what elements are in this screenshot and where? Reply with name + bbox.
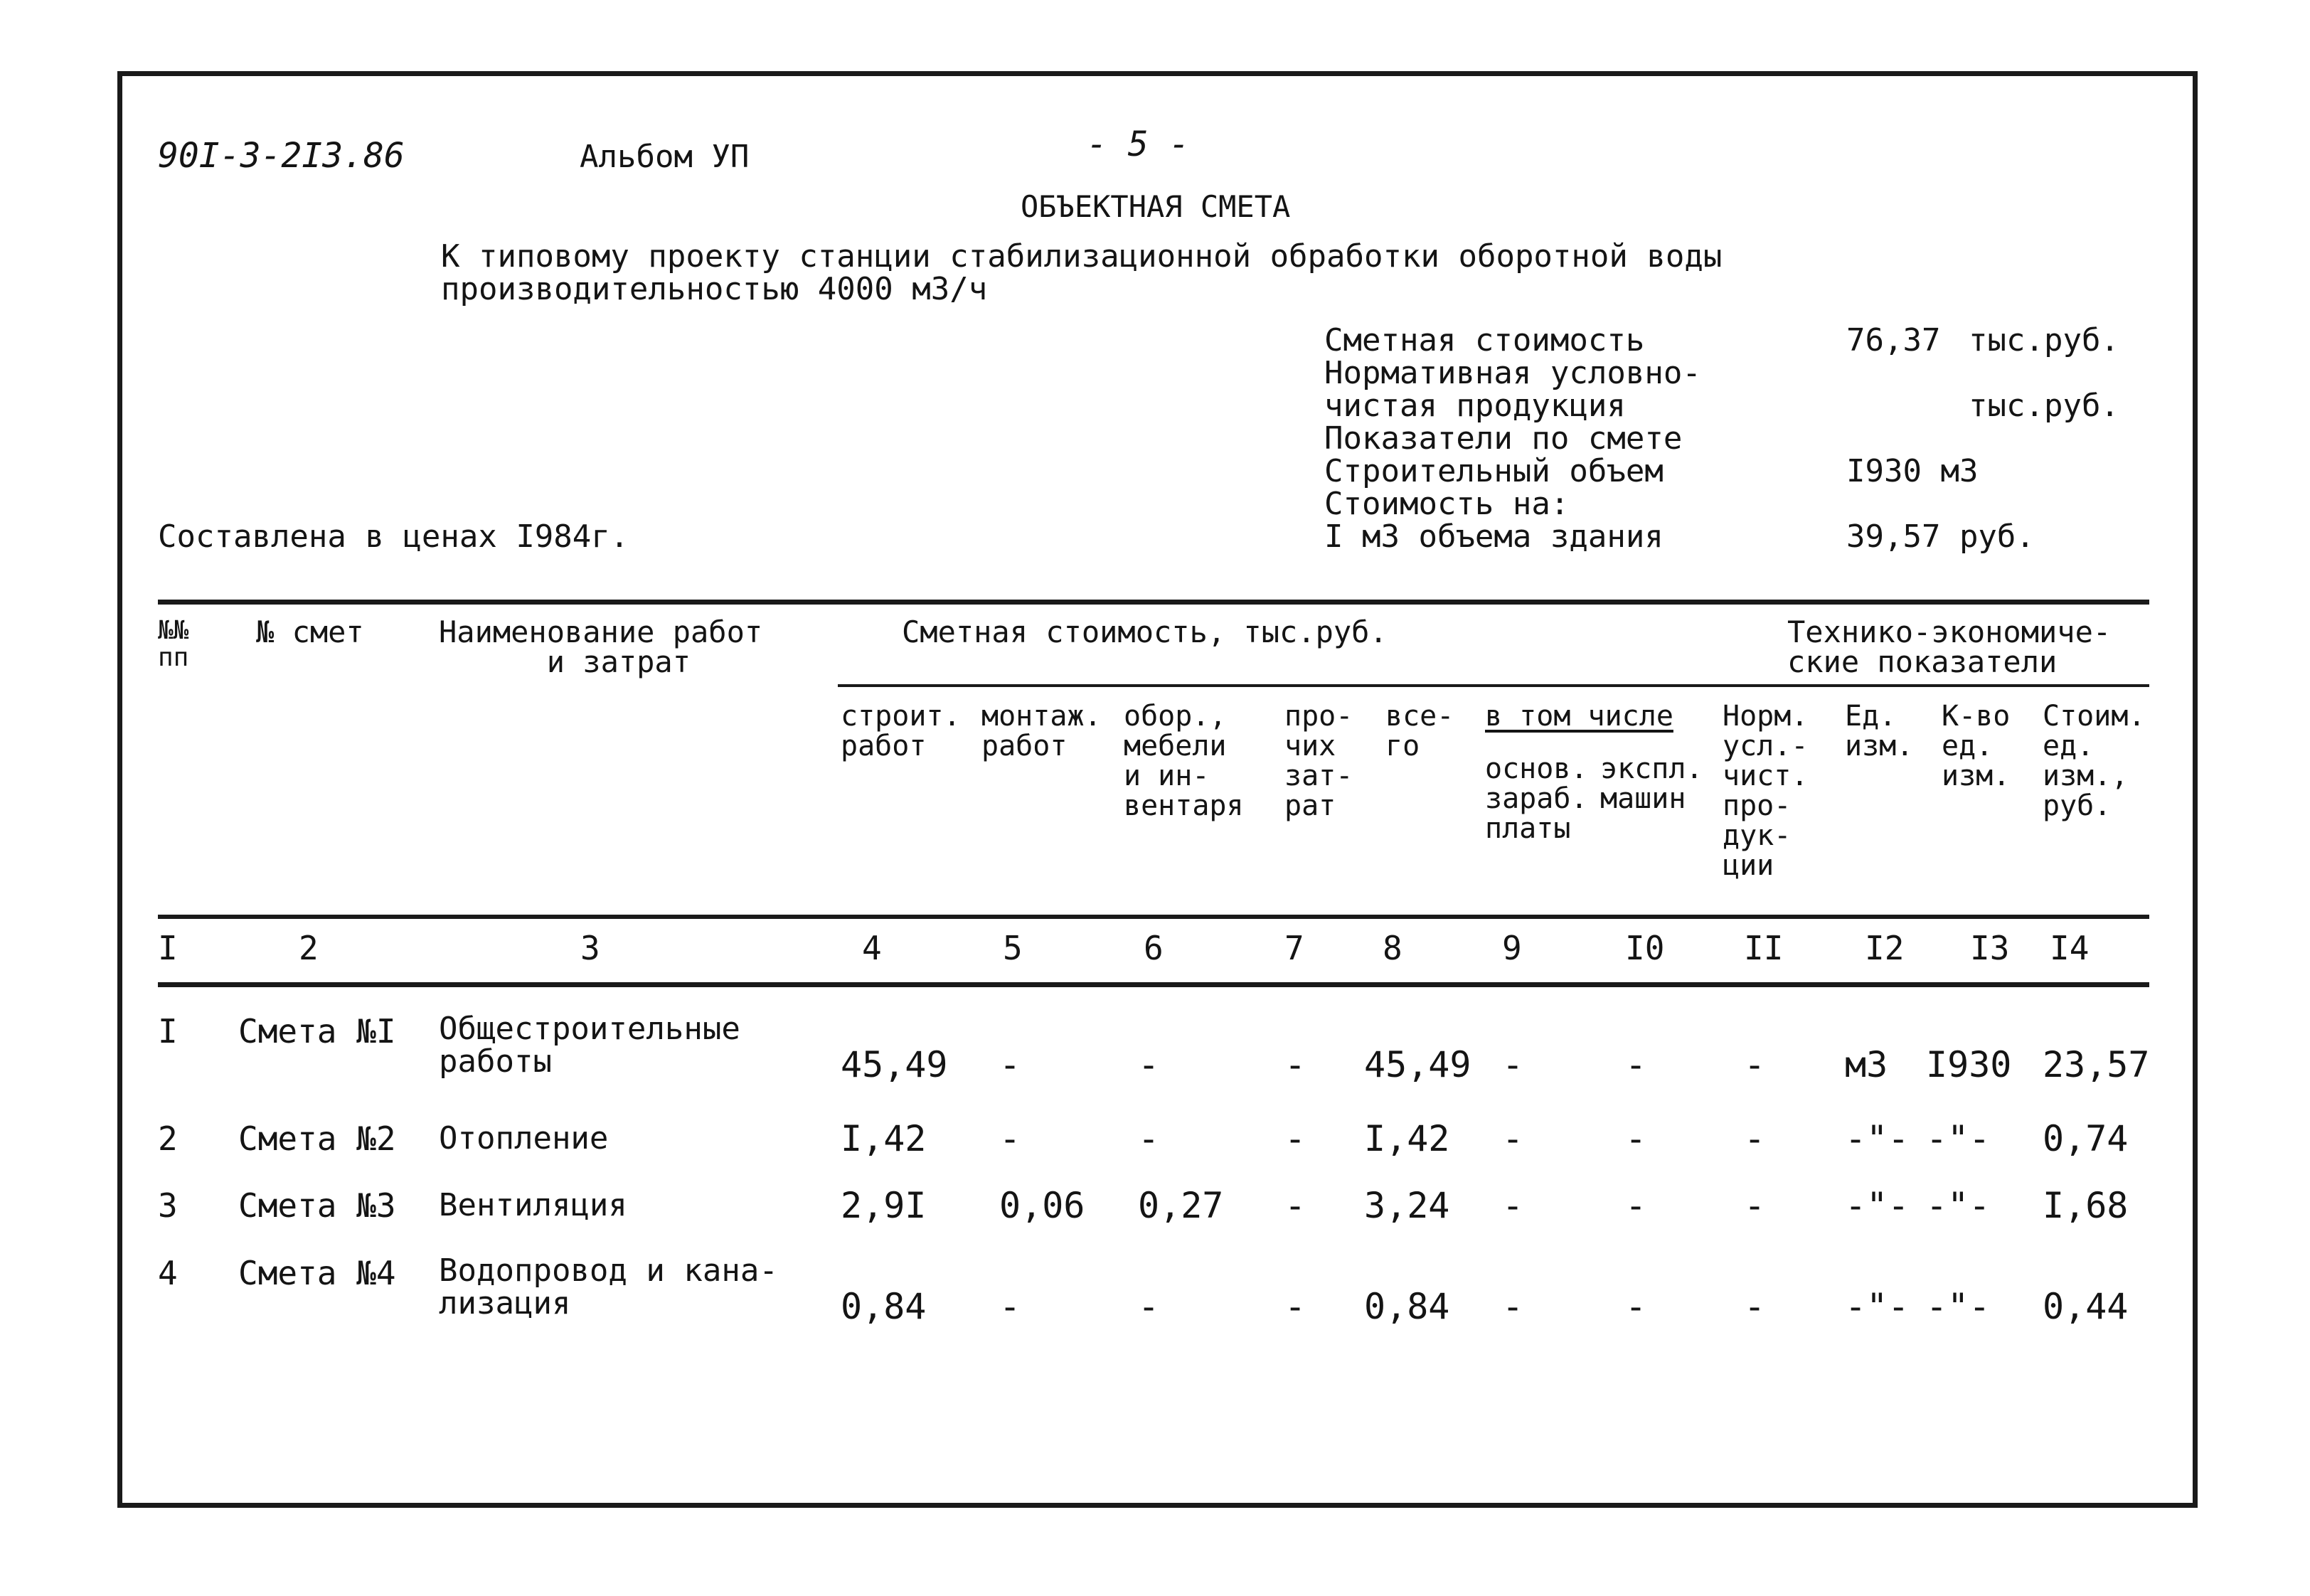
normative-unit: тыс.руб. [1969,388,2119,424]
header-col7: про- чих зат- рат [1284,700,1353,822]
row-mashin: - [1625,1118,1647,1159]
row-stroit: I,42 [841,1118,927,1159]
cost-on-label: Стоимость на: [1324,486,1570,522]
column-number: 3 [580,929,600,967]
row-norm: - [1744,1286,1766,1327]
row-obor: - [1138,1118,1160,1159]
header-col4: строит. работ [841,700,961,762]
row-number: I [158,1012,178,1050]
normative-label-line2: чистая продукция [1324,388,1626,424]
row-zarab: - [1502,1185,1524,1226]
row-zarab: - [1502,1118,1524,1159]
column-number: 8 [1383,929,1402,967]
row-montazh: - [999,1118,1021,1159]
row-zarab: - [1502,1286,1524,1327]
row-smeta: Смета №I [238,1012,396,1050]
normative-label-line1: Нормативная условно- [1324,355,1701,391]
row-norm: - [1744,1185,1766,1226]
row-mashin: - [1625,1286,1647,1327]
volume-label: Строительный объем [1324,453,1664,489]
row-vsego: 3,24 [1364,1185,1450,1226]
row-unit: -"- [1845,1185,1910,1226]
row-stroit: 0,84 [841,1286,927,1327]
row-stroit: 45,49 [841,1044,948,1085]
header-col8: все- го [1385,700,1454,762]
indicators-label: Показатели по смете [1324,420,1683,457]
header-col11: Норм. усл.- чист. про- дук- ции [1723,700,1809,882]
row-vsego: 45,49 [1364,1044,1471,1085]
row-cost: 0,74 [2043,1118,2129,1159]
row-obor: - [1138,1286,1160,1327]
row-name: Отопление [439,1120,609,1156]
row-norm: - [1744,1118,1766,1159]
row-unit: -"- [1845,1118,1910,1159]
volume-value: I930 м3 [1846,453,1979,489]
row-proch: - [1284,1286,1306,1327]
column-number: I4 [2050,929,2090,967]
row-norm: - [1744,1044,1766,1085]
header-col5: монтаж. работ [981,700,1102,762]
row-montazh: - [999,1044,1021,1085]
column-number: I2 [1865,929,1905,967]
row-vsego: I,42 [1364,1118,1450,1159]
row-unit: -"- [1845,1286,1910,1327]
row-mashin: - [1625,1185,1647,1226]
header-col10: экспл. машин [1600,752,1703,815]
row-smeta: Смета №3 [238,1186,396,1225]
row-qty: -"- [1926,1118,1991,1159]
table-top-rule [158,600,2149,605]
row-vsego: 0,84 [1364,1286,1450,1327]
header-col12: Ед. изм. [1845,700,1914,762]
row-cost: 0,44 [2043,1286,2129,1327]
column-number: 6 [1144,929,1164,967]
row-stroit: 2,9I [841,1185,927,1226]
row-obor: - [1138,1044,1160,1085]
album-label: Альбом УП [580,139,750,175]
row-number: 2 [158,1119,178,1158]
document-code: 90I-3-2I3.86 [158,136,405,176]
header-col14: Стоим. ед. изм., руб. [2043,700,2146,822]
row-zarab: - [1502,1044,1524,1085]
header-bottom-rule [158,915,2149,919]
header-tech-group: Технико-экономиче- ские показатели [1787,615,2112,679]
prices-note: Составлена в ценах I984г. [158,518,629,555]
column-number: II [1744,929,1784,967]
row-montazh: 0,06 [999,1185,1085,1226]
row-montazh: - [999,1286,1021,1327]
row-smeta: Смета №4 [238,1254,396,1292]
column-numbers-rule [158,982,2149,987]
column-number: 5 [1003,929,1023,967]
header-col2: № смет [256,615,364,649]
document-title: ОБЪЕКТНАЯ СМЕТА [1021,189,1291,224]
header-col3: Наименование работ и затрат [439,615,763,679]
row-unit: м3 [1845,1044,1888,1085]
row-number: 3 [158,1186,178,1225]
subtitle-line2: производительностью 4000 м3/ч [441,271,988,307]
estimate-cost-value: 76,37 [1846,322,1941,358]
header-col13: К-во ед. изм. [1942,700,2011,792]
per-m3-value: 39,57 руб. [1846,518,2035,555]
subtitle-line1: К типовому проекту станции стабилизационной обработки оборотной воды [441,238,1723,275]
header-col6: обор., мебели и ин- вентаря [1124,700,1244,822]
column-number: 7 [1284,929,1304,967]
column-number: 2 [299,929,319,967]
row-mashin: - [1625,1044,1647,1085]
header-including: в том числе [1485,700,1673,733]
row-cost: 23,57 [2043,1044,2150,1085]
header-col1: №№ пп [158,616,189,672]
row-smeta: Смета №2 [238,1119,396,1158]
header-cost-group: Сметная стоимость, тыс.руб. [902,615,1388,649]
row-proch: - [1284,1118,1306,1159]
estimate-cost-label: Сметная стоимость [1324,322,1645,358]
row-name: Вентиляция [439,1187,627,1223]
per-m3-label: I м3 объема здания [1324,518,1664,555]
header-col9: основ. зараб. платы [1485,752,1588,845]
row-proch: - [1284,1044,1306,1085]
column-number: I0 [1625,929,1665,967]
row-name: Водопровод и кана- лизация [439,1252,778,1321]
row-qty: -"- [1926,1286,1991,1327]
estimate-cost-unit: тыс.руб. [1969,322,2119,358]
cost-group-rule [838,684,2149,687]
row-number: 4 [158,1254,178,1292]
column-number: I3 [1970,929,2010,967]
page-number: - 5 - [1087,124,1190,164]
column-number: 9 [1502,929,1522,967]
column-number: I [158,929,178,967]
row-cost: I,68 [2043,1185,2129,1226]
row-qty: -"- [1926,1185,1991,1226]
row-name: Общестроительные работы [439,1011,740,1080]
column-number: 4 [862,929,882,967]
row-proch: - [1284,1185,1306,1226]
row-qty: I930 [1926,1044,2012,1085]
row-obor: 0,27 [1138,1185,1224,1226]
